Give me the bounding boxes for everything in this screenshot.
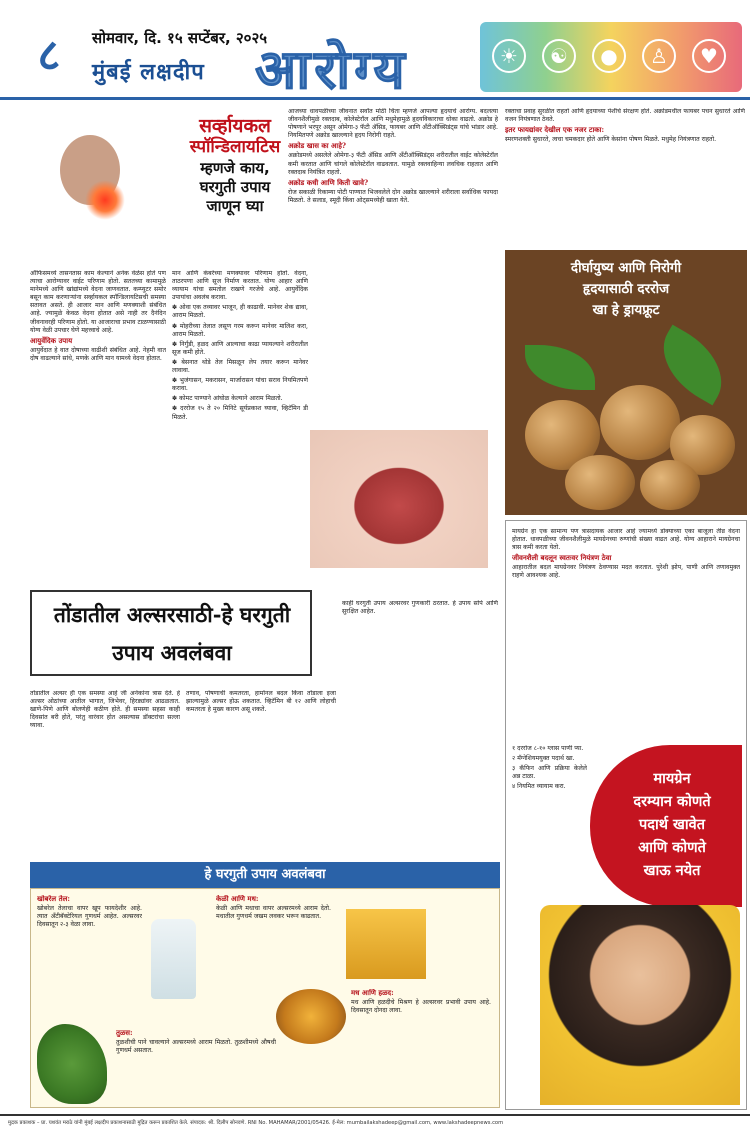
article-paragraph: तोंडातील अल्सर ही एक समस्या आहे जी अनेकांना त्रास देते. हे अल्सर ओठांच्या आतील भागात, जिभेवर, हिरड्यांवर आढळतात. खाणे-पिणे आणि बोलणेही कठीण होते. ही समस्या सहसा काही दिवसांत बरी होते, परंतु वारंवार होत असल्यास डॉक्टरांचा सल्ला घ्यावा. bbox=[30, 690, 180, 730]
headline-line-5: जाणून घ्या bbox=[206, 197, 264, 215]
article-subhead: इतर फायद्यांवर देखील एक नजर टाका: bbox=[505, 125, 605, 135]
health-icon-band bbox=[480, 22, 742, 92]
remedy-title: खोबरेल तेल: bbox=[37, 895, 70, 903]
ulcer-column-2 bbox=[186, 690, 336, 855]
article-paragraph: काही घरगुती उपाय अल्सरवर गुणकारी ठरतात. हे उपाय सोपे आणि सुरक्षित आहेत. bbox=[342, 600, 498, 616]
tip-item: ✽ कोमट पाण्याने आंघोळ केल्याने आराम मिळतो. bbox=[172, 395, 283, 403]
headline-line-3: म्हणजे काय, bbox=[200, 159, 270, 177]
walnut-leaf bbox=[525, 345, 595, 390]
walnut-feature-box bbox=[505, 250, 747, 515]
walnut-title-line-2: हृदयासाठी दररोज bbox=[582, 281, 670, 297]
tulsi-plant-image bbox=[37, 1024, 107, 1104]
ulcer-column-3 bbox=[342, 600, 498, 855]
article-paragraph: रोज सकाळी रिकाम्या पोटी पाण्यात भिजवलेले दोन अक्रोड खाल्ल्याने शरीराला सर्वाधिक फायदा मिळतो. ते सलाड, स्मूदी किंवा ओट्समध्येही खाता येते. bbox=[288, 188, 498, 204]
article-subhead: जीवनशैली बदलून स्वतःवर नियंत्रण ठेवा bbox=[512, 553, 612, 563]
mouth-ulcer-photo bbox=[310, 430, 488, 568]
section-title: आरोग्य bbox=[255, 37, 409, 101]
article-paragraph: तणाव, पोषणाची कमतरता, हार्मोनल बदल किंवा तोंडाला इजा झाल्यामुळे अल्सर होऊ शकतात. व्हिटॅमिन बी १२ आणि लोहाची कमतरता हे मुख्य कारण असू शकते. bbox=[186, 690, 336, 714]
remedy-text: केळी आणि मधाचा वापर अल्सरमध्ये आराम देतो. मधातील गुणधर्म जखम लवकर भरून काढतात. bbox=[216, 905, 331, 921]
headline-line-2: स्पॉन्डिलायटिस bbox=[189, 137, 281, 157]
migraine-title-line-5: खाऊ नयेत bbox=[643, 862, 701, 879]
remedy-title: मध आणि हळद: bbox=[351, 989, 394, 997]
tip-item: ✽ बेसनात थोडे तेल मिसळून लेप तयार करून मानेवर लावावा. bbox=[172, 358, 308, 375]
remedy-tulsi bbox=[116, 1029, 276, 1104]
remedy-title: केळी आणि मध: bbox=[216, 895, 259, 903]
remedy-title: तुळस: bbox=[116, 1029, 133, 1037]
walnut-shape bbox=[565, 455, 635, 510]
remedies-panel bbox=[30, 888, 500, 1108]
migraine-title-line-3: पदार्थ खावेत bbox=[639, 816, 705, 833]
sun-icon: ☀ bbox=[492, 39, 526, 73]
migraine-headline-box bbox=[590, 745, 742, 907]
ulcer-headline: तोंडातील अल्सरसाठी-हे घरगुती उपाय अवलंबवा bbox=[53, 602, 291, 665]
tip-item: ४ नियमित व्यायाम करा. bbox=[512, 783, 566, 791]
remedy-honey-turmeric bbox=[351, 989, 491, 1099]
article-paragraph: आहारातील बदल मायग्रेनवर नियंत्रण ठेवण्यास मदत करतात. पुरेशी झोप, पाणी आणि तणावमुक्त राहणे आवश्यक आहे. bbox=[512, 564, 740, 580]
pain-highlight bbox=[85, 180, 125, 220]
masthead: मुंबई लक्षदीप bbox=[92, 60, 205, 85]
tip-item: ✽ ओवा एक तव्यावर भाजून, ही काढावी. मानेवर शेक द्यावा, आराम मिळतो. bbox=[172, 304, 308, 320]
walnut-shape bbox=[640, 460, 700, 510]
article-subhead: अक्रोड कधी आणि किती खावे? bbox=[288, 177, 369, 187]
page-footer: मुद्रक प्रकाशक – प्रा. यशवंत मराठे यांनी मुंबई लक्षदीप प्रकाशनासाठी मुद्रित करून प्रकाशित केले. संपादक: श्री. दिलीप सोनवणे. RNI No. MAHAMAR/2001/05426. ई-मेल: mumbailakshadeep@gmail.com, www.lakshadeepnews.com bbox=[0, 1114, 750, 1148]
walnut-column-1 bbox=[288, 108, 498, 426]
walnut-box-headline bbox=[513, 258, 739, 321]
article-paragraph: रक्ताचा प्रवाह सुरळीत राहतो आणि हृदयाच्या पेशींचे संरक्षण होते. अक्रोडमधील फायबर पचन सुधारते आणि वजन नियंत्रणात ठेवते. bbox=[505, 108, 745, 124]
page-number: ८ bbox=[37, 30, 61, 81]
article-paragraph: मान आणि कंबरेच्या मणक्यावर परिणाम होतो. वेदना, ताठरपणा आणि सूज निर्माण करतात. योग्य आहार आणि व्यायाम यांचा समतोल राखणे गरजेचे आहे. आयुर्वेदिक उपायांचा अवलंब करावा. bbox=[172, 270, 308, 302]
remedy-text: तुळशीची पाने चावल्याने अल्सरमध्ये आराम मिळतो. तुळशीमध्ये औषधी गुणधर्म असतात. bbox=[116, 1039, 276, 1055]
walnut-column-2 bbox=[505, 108, 745, 246]
spondylitis-column-1 bbox=[30, 270, 166, 580]
remedies-header: हे घरगुती उपाय अवलंबवा bbox=[30, 862, 500, 888]
remedy-text: मध आणि हळदीचे मिश्रण हे अल्सरवर प्रभावी उपाय आहे. दिवसातून दोनदा लावा. bbox=[351, 999, 491, 1015]
article-paragraph: अक्रोडमध्ये असलेले ओमेगा-३ फॅटी ॲसिड आणि अँटीऑक्सिडंट्स शरीरातील वाईट कोलेस्टेरॉल कमी करतात आणि चांगले कोलेस्टेरॉल वाढवतात. यामुळे रक्तवाहिन्या लवचिक राहतात आणि रक्तदाब नियंत्रित राहतो. bbox=[288, 152, 498, 176]
ulcer-headline-band bbox=[30, 590, 312, 676]
honey-bowl-image bbox=[276, 989, 346, 1044]
honey-jar-image bbox=[346, 909, 426, 979]
date-line: सोमवार, दि. १५ सप्टेंबर, २०२५ bbox=[92, 29, 268, 47]
headline-line-4: घरगुती उपाय bbox=[199, 178, 271, 196]
migraine-tips bbox=[512, 745, 587, 905]
remedy-text: खोबरेल तेलाचा वापर खूप फायदेशीर आहे. त्यात अँटीबॅक्टेरियल गुणधर्म आहेत. अल्सरवर दिवसातून २-३ वेळा लावा. bbox=[37, 905, 142, 929]
migraine-title-line-4: आणि कोणते bbox=[638, 839, 706, 856]
article-paragraph: ऑफिसमध्ये तासनतास काम केल्याने अनेक वेळेस होते पण त्याचा आरोग्यावर वाईट परिणाम होतो. सततच्या कामामुळे मानेमध्ये आणि खांद्यांमध्ये वेदना जाणवतात. कम्प्युटर समोर बसून काम करणाऱ्यांना सर्व्हायकल स्पॉन्डिलायटिसची समस्या सतावत असते. ही आजार मान आणि मणक्याशी संबंधित आहे. ज्यामुळे केवळ वेदना होतात असे नाही तर दैनंदिन जीवनावरही परिणाम होतो. या आजाराचा प्रभाव टाळण्यासाठी योग्य वेळी उपचार घेणे महत्त्वाचे आहे. bbox=[30, 270, 166, 334]
article-paragraph: आयुर्वेदात हे वात दोषाच्या वाढीशी संबंधित आहे. नेहमी वात दोष वाढल्याने सांधे, मणके आणि मान यामध्ये वेदना होतात. bbox=[30, 346, 166, 362]
yoga-icon: ☯ bbox=[542, 39, 576, 73]
tip-item: ✽ भुजंगासन, मकरासन, मार्जारासन यांचा सराव नियमितपणे करावा. bbox=[172, 377, 308, 393]
tip-item: २ मॅग्नेशियमयुक्त पदार्थ खा. bbox=[512, 755, 575, 763]
apple-icon: ● bbox=[592, 39, 626, 73]
migraine-column-1 bbox=[512, 528, 740, 740]
page-header bbox=[0, 0, 750, 100]
remedy-coconut-oil bbox=[37, 895, 142, 1015]
tip-item: ✽ निर्गुंडी, हळद आणि आल्याचा काढा प्यायल्याने शरीरातील सूज कमी होते. bbox=[172, 340, 308, 356]
tip-item: ✽ मोहरीच्या तेलात लसूण गरम करून मानेवर मालिश करा, आराम मिळतो. bbox=[172, 322, 308, 338]
oil-bottle-image bbox=[151, 919, 196, 999]
person-icon: ♙ bbox=[642, 39, 676, 73]
article-subhead: आयुर्वेदिक उपाय bbox=[30, 335, 73, 345]
walnut-shape bbox=[600, 385, 680, 460]
tip-item: ✽ दररोज १५ ते २० मिनिटे सूर्यप्रकाश घ्यावा, व्हिटॅमिन डी मिळते. bbox=[172, 405, 308, 421]
woman-headache-photo bbox=[540, 905, 740, 1105]
article-subhead: अक्रोड खास का आहे? bbox=[288, 141, 347, 151]
article-paragraph: स्मरणशक्ती सुधारते, त्वचा चमकदार होते आणि केसांना पोषण मिळते. मधुमेह नियंत्रणात राहतो. bbox=[505, 136, 717, 144]
ulcer-column-1 bbox=[30, 690, 180, 855]
article-paragraph: मायग्रेन हा एक सामान्य पण त्रासदायक आजार आहे ज्यामध्ये डोक्याच्या एका बाजूला तीव्र वेदना होतात. धावपळीच्या जीवनशैलीमुळे मायग्रेनच्या रुग्णांची संख्या वाढत आहे. योग्य आहाराने मायग्रेनचा त्रास कमी करता येतो. bbox=[512, 528, 740, 552]
migraine-title-line-1: मायग्रेन bbox=[653, 770, 691, 787]
heart-pulse-icon: ♥ bbox=[692, 39, 726, 73]
article-paragraph: आजच्या धावपळीच्या जीवनात सर्वांत मोठी चिंता म्हणजे आपल्या हृदयाचे आरोग्य. बदलत्या जीवनशैलीमुळे रक्तदाब, कोलेस्टेरॉल आणि मधुमेहामुळे हृदयविकाराचा धोका वाढतो. अक्रोड हे पोषणाने भरपूर असून ओमेगा-३ फॅटी ॲसिड, फायबर आणि अँटीऑक्सिडंट्स यांचे भांडार आहे. नियमितपणे अक्रोड खाल्ल्याने हृदय निरोगी राहते. bbox=[288, 108, 498, 140]
tip-item: १ दररोज ८-१० ग्लास पाणी प्या. bbox=[512, 745, 584, 752]
walnut-title-line-3: खा हे ड्रायफ्रूट bbox=[592, 302, 660, 318]
tip-item: ३ कॅफिन आणि प्रक्रिया केलेले अन्न टाळा. bbox=[512, 765, 587, 781]
migraine-title-line-2: दरम्यान कोणते bbox=[633, 793, 711, 810]
walnut-title-line-1: दीर्घायुष्य आणि निरोगी bbox=[570, 260, 682, 276]
headline-line-1: सर्व्हायकल bbox=[199, 115, 271, 137]
